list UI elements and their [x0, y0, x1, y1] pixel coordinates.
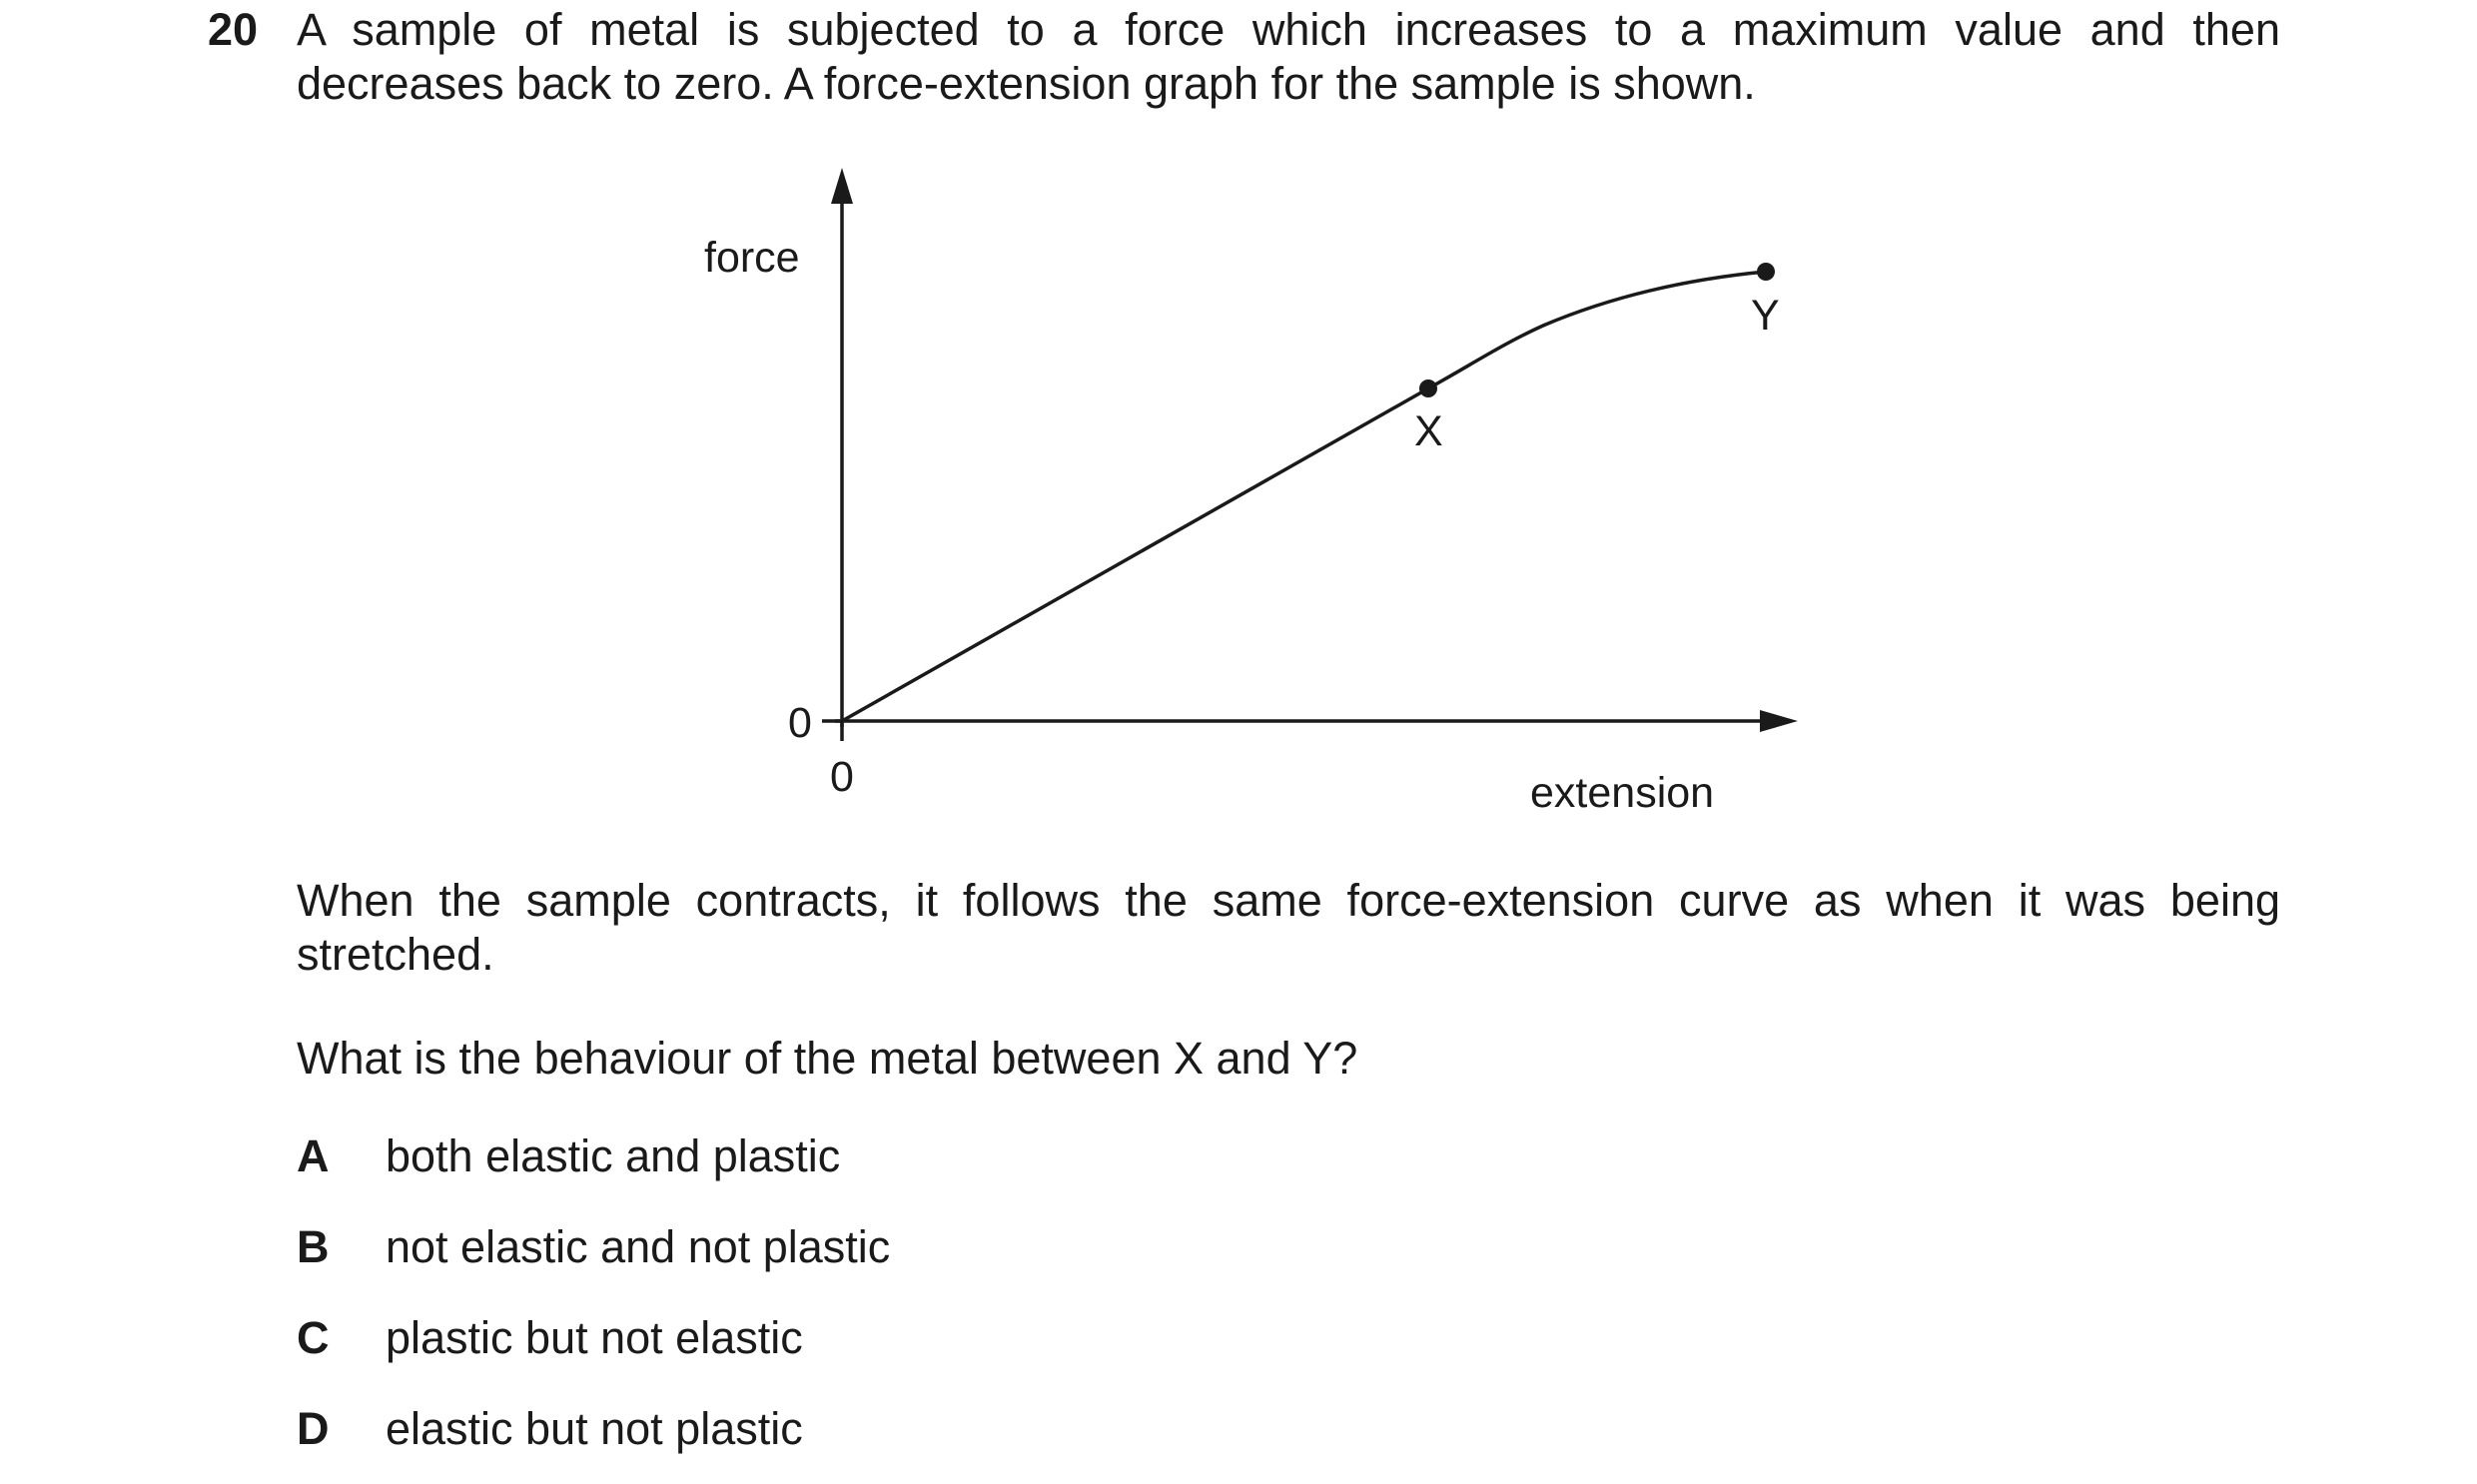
followup-line-2: stretched.: [297, 929, 494, 980]
option-d[interactable]: [297, 1402, 803, 1456]
y-axis-arrowhead: [831, 168, 853, 204]
followup-text: [297, 874, 2280, 982]
option-text: elastic but not plastic: [386, 1403, 803, 1454]
option-letter: D: [297, 1403, 330, 1454]
followup-line-1: When the sample contracts, it follows the same force-extension curve as when it was being: [297, 875, 2280, 926]
x-axis-label: extension: [1530, 769, 1715, 817]
option-c[interactable]: [297, 1311, 803, 1365]
option-a[interactable]: [297, 1129, 840, 1183]
option-letter: B: [297, 1221, 330, 1272]
x-origin-label: 0: [830, 753, 854, 801]
question-prompt: What is the behaviour of the metal between X and Y?: [297, 1033, 1358, 1084]
option-text: not elastic and not plastic: [386, 1221, 891, 1272]
option-b[interactable]: [297, 1220, 890, 1274]
option-text: plastic but not elastic: [386, 1312, 803, 1363]
option-text: both elastic and plastic: [386, 1130, 841, 1181]
option-letter: C: [297, 1312, 330, 1363]
question-number: 20: [208, 4, 259, 55]
force-extension-curve: [842, 272, 1766, 721]
point-y-label: Y: [1751, 292, 1780, 340]
stem-line-1: A sample of metal is subjected to a force which increases to a maximum value and then: [297, 4, 2280, 55]
y-axis-label: force: [704, 234, 800, 282]
stem-line-2: decreases back to zero. A force-extension graph for the sample is shown.: [297, 58, 1756, 109]
y-origin-label: 0: [788, 699, 812, 747]
option-letter: A: [297, 1130, 330, 1181]
point-x-label: X: [1414, 407, 1443, 455]
point-y-marker: [1757, 263, 1775, 281]
point-x-marker: [1419, 379, 1437, 397]
x-axis-arrowhead: [1760, 710, 1798, 732]
